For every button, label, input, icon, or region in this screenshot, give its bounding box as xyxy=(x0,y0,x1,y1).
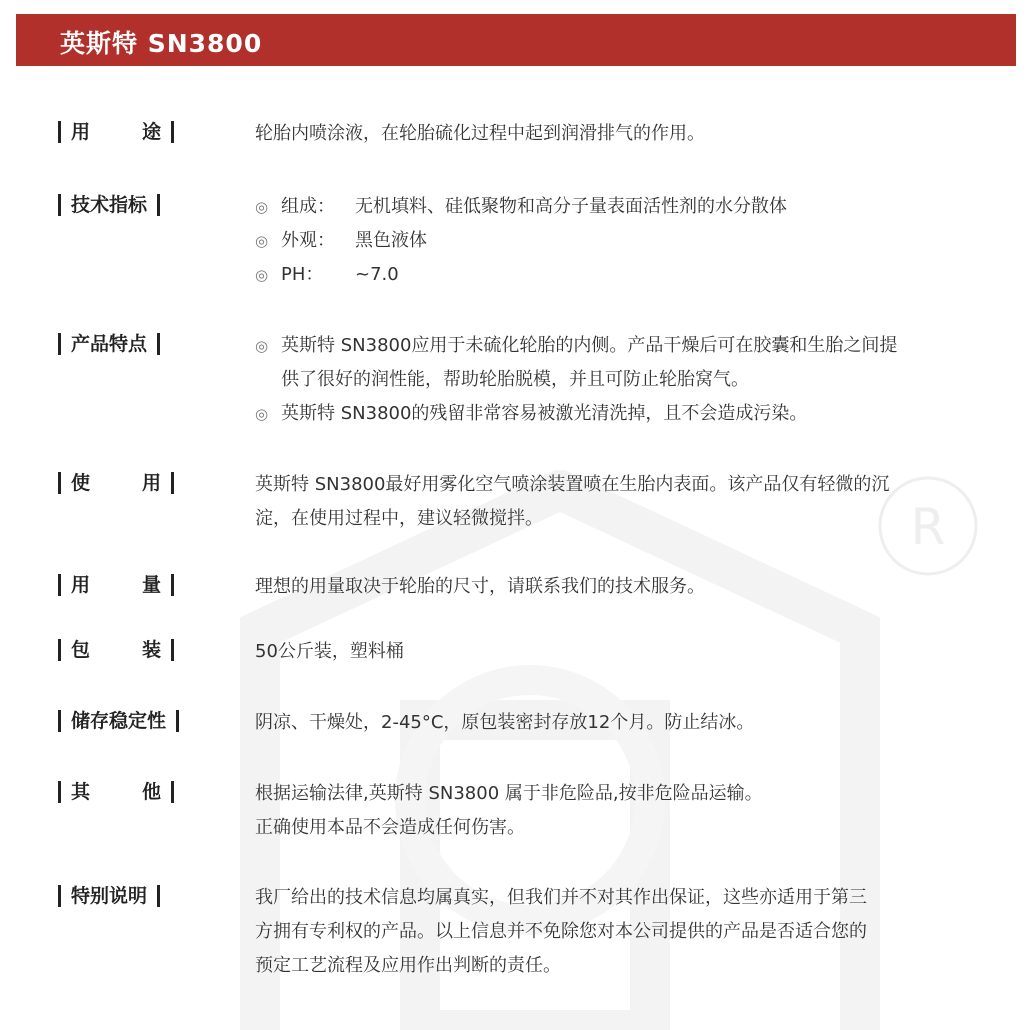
section-label-other: 其 他 xyxy=(58,781,174,803)
list-item: ◎ PH： ~7.0 xyxy=(255,258,965,292)
list-item: ◎ 外观： 黑色液体 xyxy=(255,224,965,258)
section-label-features: 产品特点 xyxy=(58,333,160,355)
circle-bullet-icon: ◎ xyxy=(255,337,269,355)
section-text-packaging: 50公斤装，塑料桶 xyxy=(255,641,404,662)
section-label-packaging: 包 装 xyxy=(58,639,174,661)
section-text-dosage: 理想的用量取决于轮胎的尺寸，请联系我们的技术服务。 xyxy=(255,576,705,597)
page-title: 英斯特 SN3800 xyxy=(60,29,263,58)
section-text-use: 英斯特 SN3800最好用雾化空气喷涂装置喷在生胎内表面。该产品仅有轻微的沉 淀，在使用过程中，建议轻微搅拌。 xyxy=(255,474,890,529)
section-label-storage: 储存稳定性 xyxy=(58,710,179,732)
features-list: ◎ 英斯特 SN3800应用于未硫化轮胎的内侧。产品干燥后可在胶囊和生胎之间提 供了很好的润性能，帮助轮胎脱模，并且可防止轮胎窝气。 ◎ 英斯特 SN3800的残留非常容易被激光清洗掉，且不会造成污染。 xyxy=(255,329,965,431)
section-text-storage: 阴凉、干燥处，2-45°C，原包装密封存放12个月。防止结冰。 xyxy=(255,712,755,733)
section-text-disclaimer: 我厂给出的技术信息均属真实，但我们并不对其作出保证，这些亦适用于第三 方拥有专利权的产品。以上信息并不免除您对本公司提供的产品是否适合您的 预定工艺流程及应用作出判断的责任。 xyxy=(255,887,867,976)
section-label-use: 使 用 xyxy=(58,472,174,494)
list-item: ◎ 英斯特 SN3800应用于未硫化轮胎的内侧。产品干燥后可在胶囊和生胎之间提 xyxy=(255,329,965,363)
circle-bullet-icon: ◎ xyxy=(255,232,269,250)
section-label-spec: 技术指标 xyxy=(58,194,160,216)
list-item: ◎ 英斯特 SN3800的残留非常容易被激光清洗掉，且不会造成污染。 xyxy=(255,397,965,431)
section-label-disclaimer: 特别说明 xyxy=(58,885,160,907)
section-text-other: 根据运输法律,英斯特 SN3800 属于非危险品,按非危险品运输。 正确使用本品不会造成任何伤害。 xyxy=(255,783,763,838)
registered-mark-letter: R xyxy=(910,498,946,556)
circle-bullet-icon: ◎ xyxy=(255,266,269,284)
section-text-purpose: 轮胎内喷涂液，在轮胎硫化过程中起到润滑排气的作用。 xyxy=(255,123,705,144)
title-banner xyxy=(16,14,1016,66)
circle-bullet-icon: ◎ xyxy=(255,198,269,216)
section-label-purpose: 用 途 xyxy=(58,121,174,143)
list-item: ◎ 组成： 无机填料、硅低聚物和高分子量表面活性剂的水分散体 xyxy=(255,190,965,224)
section-label-dosage: 用 量 xyxy=(58,574,174,596)
spec-list xyxy=(255,190,965,292)
circle-bullet-icon: ◎ xyxy=(255,405,269,423)
